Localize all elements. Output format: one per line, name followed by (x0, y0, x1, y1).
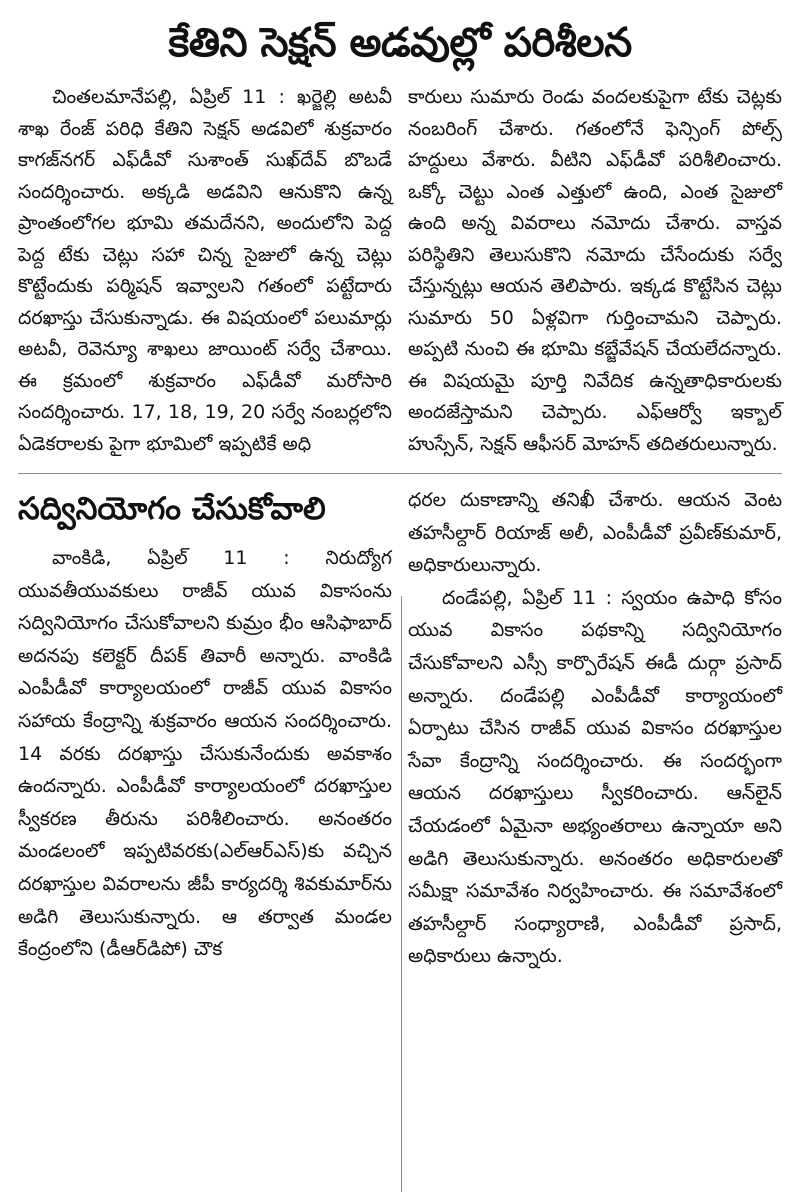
article1-left-column (18, 82, 392, 460)
article1-right-column (408, 82, 782, 460)
article2-right-paragraph-2: దండేపల్లి, ఏప్రిల్ 11 : స్వయం ఉపాధి కోసం యువ వికాసం పథకాన్ని సద్వినియోగం చేసుకోవాలని ఎస్సీ కార్పొరేషన్ ఈడీ దుర్గా ప్రసాద్ అన్నారు. దండేపల్లి ఎంపీడీవో కార్యాయంలో ఏర్పాటు చేసిన రాజీవ్ యువ వికాసం దరఖాస్తుల సేవా కేంద్రాన్ని సందర్శించారు. ఈ సందర్భంగా ఆయన దరఖాస్తులు స్వీకరించారు. ఆన్‌లైన్ చేయడంలో ఏమైనా అభ్యంతరాలు ఉన్నాయా అని అడిగి తెలుసుకున్నారు. అనంతరం అధికారులతో సమీక్షా సమావేశం నిర్వహించారు. ఈ సమావేశంలో తహసీల్దార్ సంధ్యారాణి, ఎంపీడీవో ప్రసాద్, అధికారులు ఉన్నారు. (408, 586, 782, 968)
article2-left-paragraph: వాంకిడి, ఏప్రిల్ 11 : నిరుద్యోగ యువతీయువకులు రాజీవ్ యువ వికాసంను సద్వినియోగం చేసుకోవాలని కుమ్రం భీం ఆసిఫాబాద్ అదనపు కలెక్టర్ దీపక్ తివారీ అన్నారు. వాంకిడి ఎంపీడీవో కార్యాలయంలో రాజీవ్ యువ వికాసం సహాయ కేంద్రాన్ని శుక్రవారం ఆయన సందర్శించారు. 14 వరకు దరఖాస్తు చేసుకునేందుకు అవకాశం ఉందన్నారు. ఎంపీడీవో కార్యాలయంలో దరఖాస్తుల స్వీకరణ తీరును పరిశీలించారు. అనంతరం మండలంలో ఇప్పటివరకు(ఎల్ఆర్ఎస్)కు వచ్చిన దరఖాస్తుల వివరాలను జీపీ కార్యదర్శి శివకుమార్‌ను అడిగి తెలుసుకున్నారు. ఆ తర్వాత మండల కేంద్రంలోని (డీఆర్‌డిపో) చౌక (18, 547, 392, 961)
article2-right-paragraph-1: ధరల దుకాణాన్ని తనిఖీ చేశారు. ఆయన వెంట తహసీల్దార్ రియాజ్ అలీ, ఎంపీడీవో ప్రవీణ్‌కుమార్, అధికారులున్నారు. (408, 489, 782, 577)
article2-body (18, 484, 782, 973)
article1-left-paragraph: చింతలమానేపల్లి, ఏప్రిల్ 11 : ఖర్జెల్లి అటవీ శాఖ రేంజ్ పరిధి కేతిని సెక్షన్ అడవిలో శుక్రవారం కాగజ్‌నగర్ ఎఫ్‌డీవో సుశాంత్ సుఖ్‌దేవ్ బొబడే సందర్శించారు. అక్కడి అడవిని ఆనుకొని ఉన్న ప్రాంతంలోగల భూమి తమదేనని, అందులోని పెద్ద పెద్ద టేకు చెట్లు సహా చిన్న సైజులో ఉన్న చెట్లు కొట్టేందుకు పర్మిషన్ ఇవ్వాలని గతంలో పట్టేదారు దరఖాస్తు చేసుకున్నాడు. ఈ విషయంలో పలుమార్లు అటవీ, రెవెన్యూ శాఖలు జాయింట్ సర్వే చేశాయి. ఈ క్రమంలో శుక్రవారం ఎఫ్‌డీవో మరోసారి సందర్శించారు. 17, 18, 19, 20 సర్వే నంబర్లలోని ఏడెకరాలకు పైగా భూమిలో ఇప్పటికే అధి (18, 86, 392, 455)
article-divider (18, 473, 782, 474)
article1-body (18, 82, 782, 460)
article1-right-paragraph: కారులు సుమారు రెండు వందలకుపైగా టేకు చెట్లకు నంబరింగ్ చేశారు. గతంలోనే ఫెన్సింగ్ పోల్స్ హద్దులు వేశారు. వీటిని ఎఫ్‌డీవో పరిశీలించారు. ఒక్కో చెట్టు ఎంత ఎత్తులో ఉంది, ఎంత సైజులో ఉంది అన్న వివరాలు నమోదు చేశారు. వాస్తవ పరిస్థితిని తెలుసుకొని నమోదు చేసేందుకు సర్వే చేస్తున్నట్లు ఆయన తెలిపారు. ఇక్కడ కొట్టేసిన చెట్లు సుమారు 50 ఏళ్లవిగా గుర్తించామని చెప్పారు. అప్పటి నుంచి ఈ భూమి కబ్జేవేషన్ చేయలేదన్నారు. ఈ విషయమై పూర్తి నివేదిక ఉన్నతాధికారులకు అందజేస్తామని చెప్పారు. ఎఫ్‌ఆర్వో ఇక్బాల్ హుస్సేన్, సెక్షన్ ఆఫీసర్ మోహన్ తదితరులున్నారు. (408, 86, 782, 455)
article2-left-column (18, 484, 392, 973)
article2-right-column (408, 484, 782, 973)
article1-headline: కేతిని సెక్షన్ అడవుల్లో పరిశీలన (168, 20, 632, 66)
article2-headline: సద్వినియోగం చేసుకోవాలి (18, 491, 326, 527)
column-rule (401, 596, 402, 1192)
